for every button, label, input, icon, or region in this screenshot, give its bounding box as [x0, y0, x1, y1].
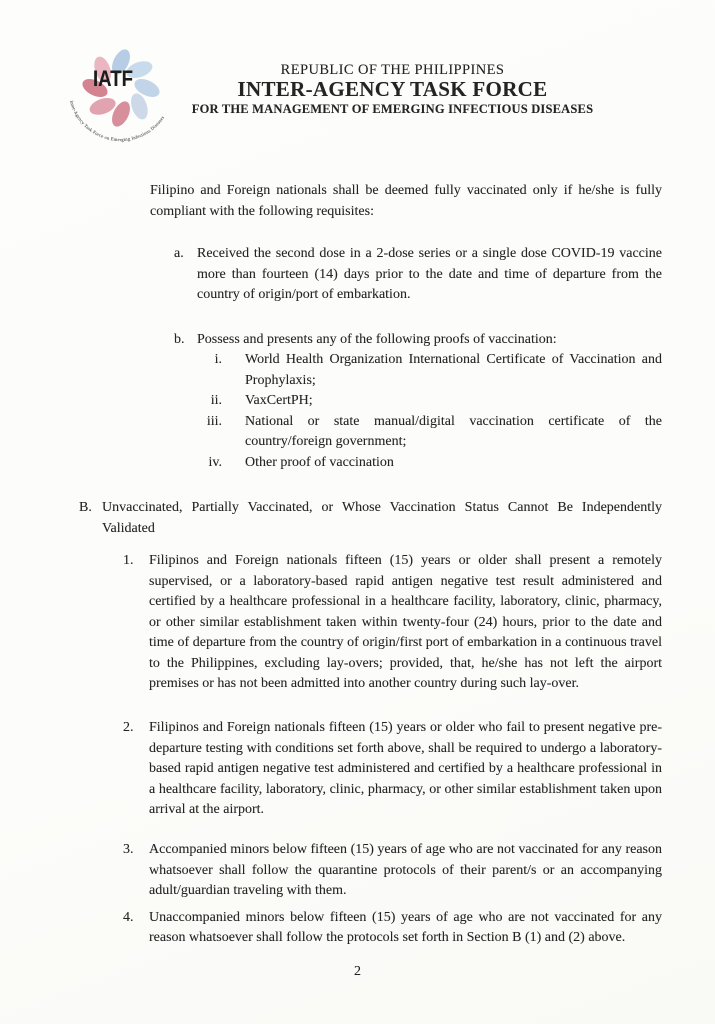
list-marker-b-i: i. [214, 352, 222, 367]
intro-paragraph: Filipino and Foreign nationals shall be deemed fully vaccinated only if he/she is fully compliant with the following requisites: [150, 183, 662, 219]
list-text-b-iv: Other proof of vaccination [245, 454, 394, 470]
list-item-b-iv [197, 453, 662, 474]
list-marker-a: a. [174, 246, 184, 261]
page-number: 2 [354, 963, 361, 979]
header-republic-line: REPUBLIC OF THE PHILIPPINES [280, 62, 505, 78]
list-item-b-iii [197, 412, 662, 453]
section-b-heading: Unvaccinated, Partially Vaccinated, or Whose Vaccination Status Cannot Be Independently Validated [102, 500, 662, 536]
list-item-b-ii [197, 391, 662, 412]
numbered-marker-3: 3. [123, 842, 134, 857]
numbered-item-3 [123, 840, 715, 902]
header-org-subtitle: FOR THE MANAGEMENT OF EMERGING INFECTIOUS DISEASES [191, 102, 594, 116]
numbered-item-2 [123, 718, 715, 840]
section-b-heading-row [79, 498, 715, 539]
list-text-b-ii: VaxCertPH; [245, 393, 313, 408]
list-text-b-iii: National or state manual/digital vaccination certificate of the country/foreign government; [245, 413, 662, 449]
list-marker-b-ii: ii. [210, 393, 222, 408]
numbered-item-4 [123, 908, 715, 949]
numbered-marker-4: 4. [123, 909, 134, 925]
numbered-text-3: Accompanied minors below fifteen (15) years of age who are not vaccinated for any reason whatsoever shall follow the quarantine protocols of their parent/s or an accompanying adult/guardian traveling with them. [149, 842, 662, 898]
list-marker-b: b. [174, 331, 185, 347]
list-marker-b-iv: iv. [208, 454, 222, 470]
numbered-item-1 [123, 551, 715, 715]
list-marker-b-iii: iii. [206, 413, 222, 429]
list-text-b-lead: Possess and presents any of the following proofs of vaccination: [197, 331, 557, 347]
list-text-b-i: World Health Organization International Certificate of Vaccination and Prophylaxis; [245, 352, 662, 388]
header-org-name: INTER-AGENCY TASK FORCE [237, 77, 548, 101]
logo-arc-text: Inter-Agency Task Force on Emerging Infectious Diseases [69, 99, 166, 143]
logo-acronym-text: IATF [93, 66, 133, 91]
numbered-text-2: Filipinos and Foreign nationals fifteen (15) years or older who fail to present negative pre-departure testing with conditions set forth above, shall be required to undergo a laboratory-based rapid antigen negative test administered and certified by a healthcare professional in a healthcare facility, laboratory, clinic, pharmacy, or other similar establishment taken upon arrival at the airport. [149, 720, 662, 817]
list-text-b [197, 330, 662, 474]
list-item-b [174, 330, 715, 474]
numbered-text-1: Filipinos and Foreign nationals fifteen (15) years or older shall present a remotely supervised, or a laboratory-based rapid antigen negative test result administered and certified by a healthcare professional in a healthcare facility, laboratory, clinic, pharmacy, or other similar establishment taken within twenty-four (24) hours, prior to the date and time of departure from the country of origin/first port of embarkation in a continuous travel to the Philippines, excluding lay-overs; provided, that, he/she has not left the airport premises or has not been admitted into another country during such lay-over. [149, 553, 662, 691]
list-item-a [174, 244, 715, 306]
numbered-marker-1: 1. [123, 553, 134, 568]
numbered-marker-2: 2. [123, 720, 134, 735]
list-item-b-i [197, 350, 662, 391]
section-b-marker: B. [79, 500, 92, 515]
list-text-a: Received the second dose in a 2-dose series or a single dose COVID-19 vaccine more than fourteen (14) days prior to the date and time of departure from the country of origin/port of embarkation. [197, 246, 662, 302]
numbered-text-4: Unaccompanied minors below fifteen (15) years of age who are not vaccinated for any reason whatsoever shall follow the protocols set forth in Section B (1) and (2) above. [149, 909, 662, 945]
